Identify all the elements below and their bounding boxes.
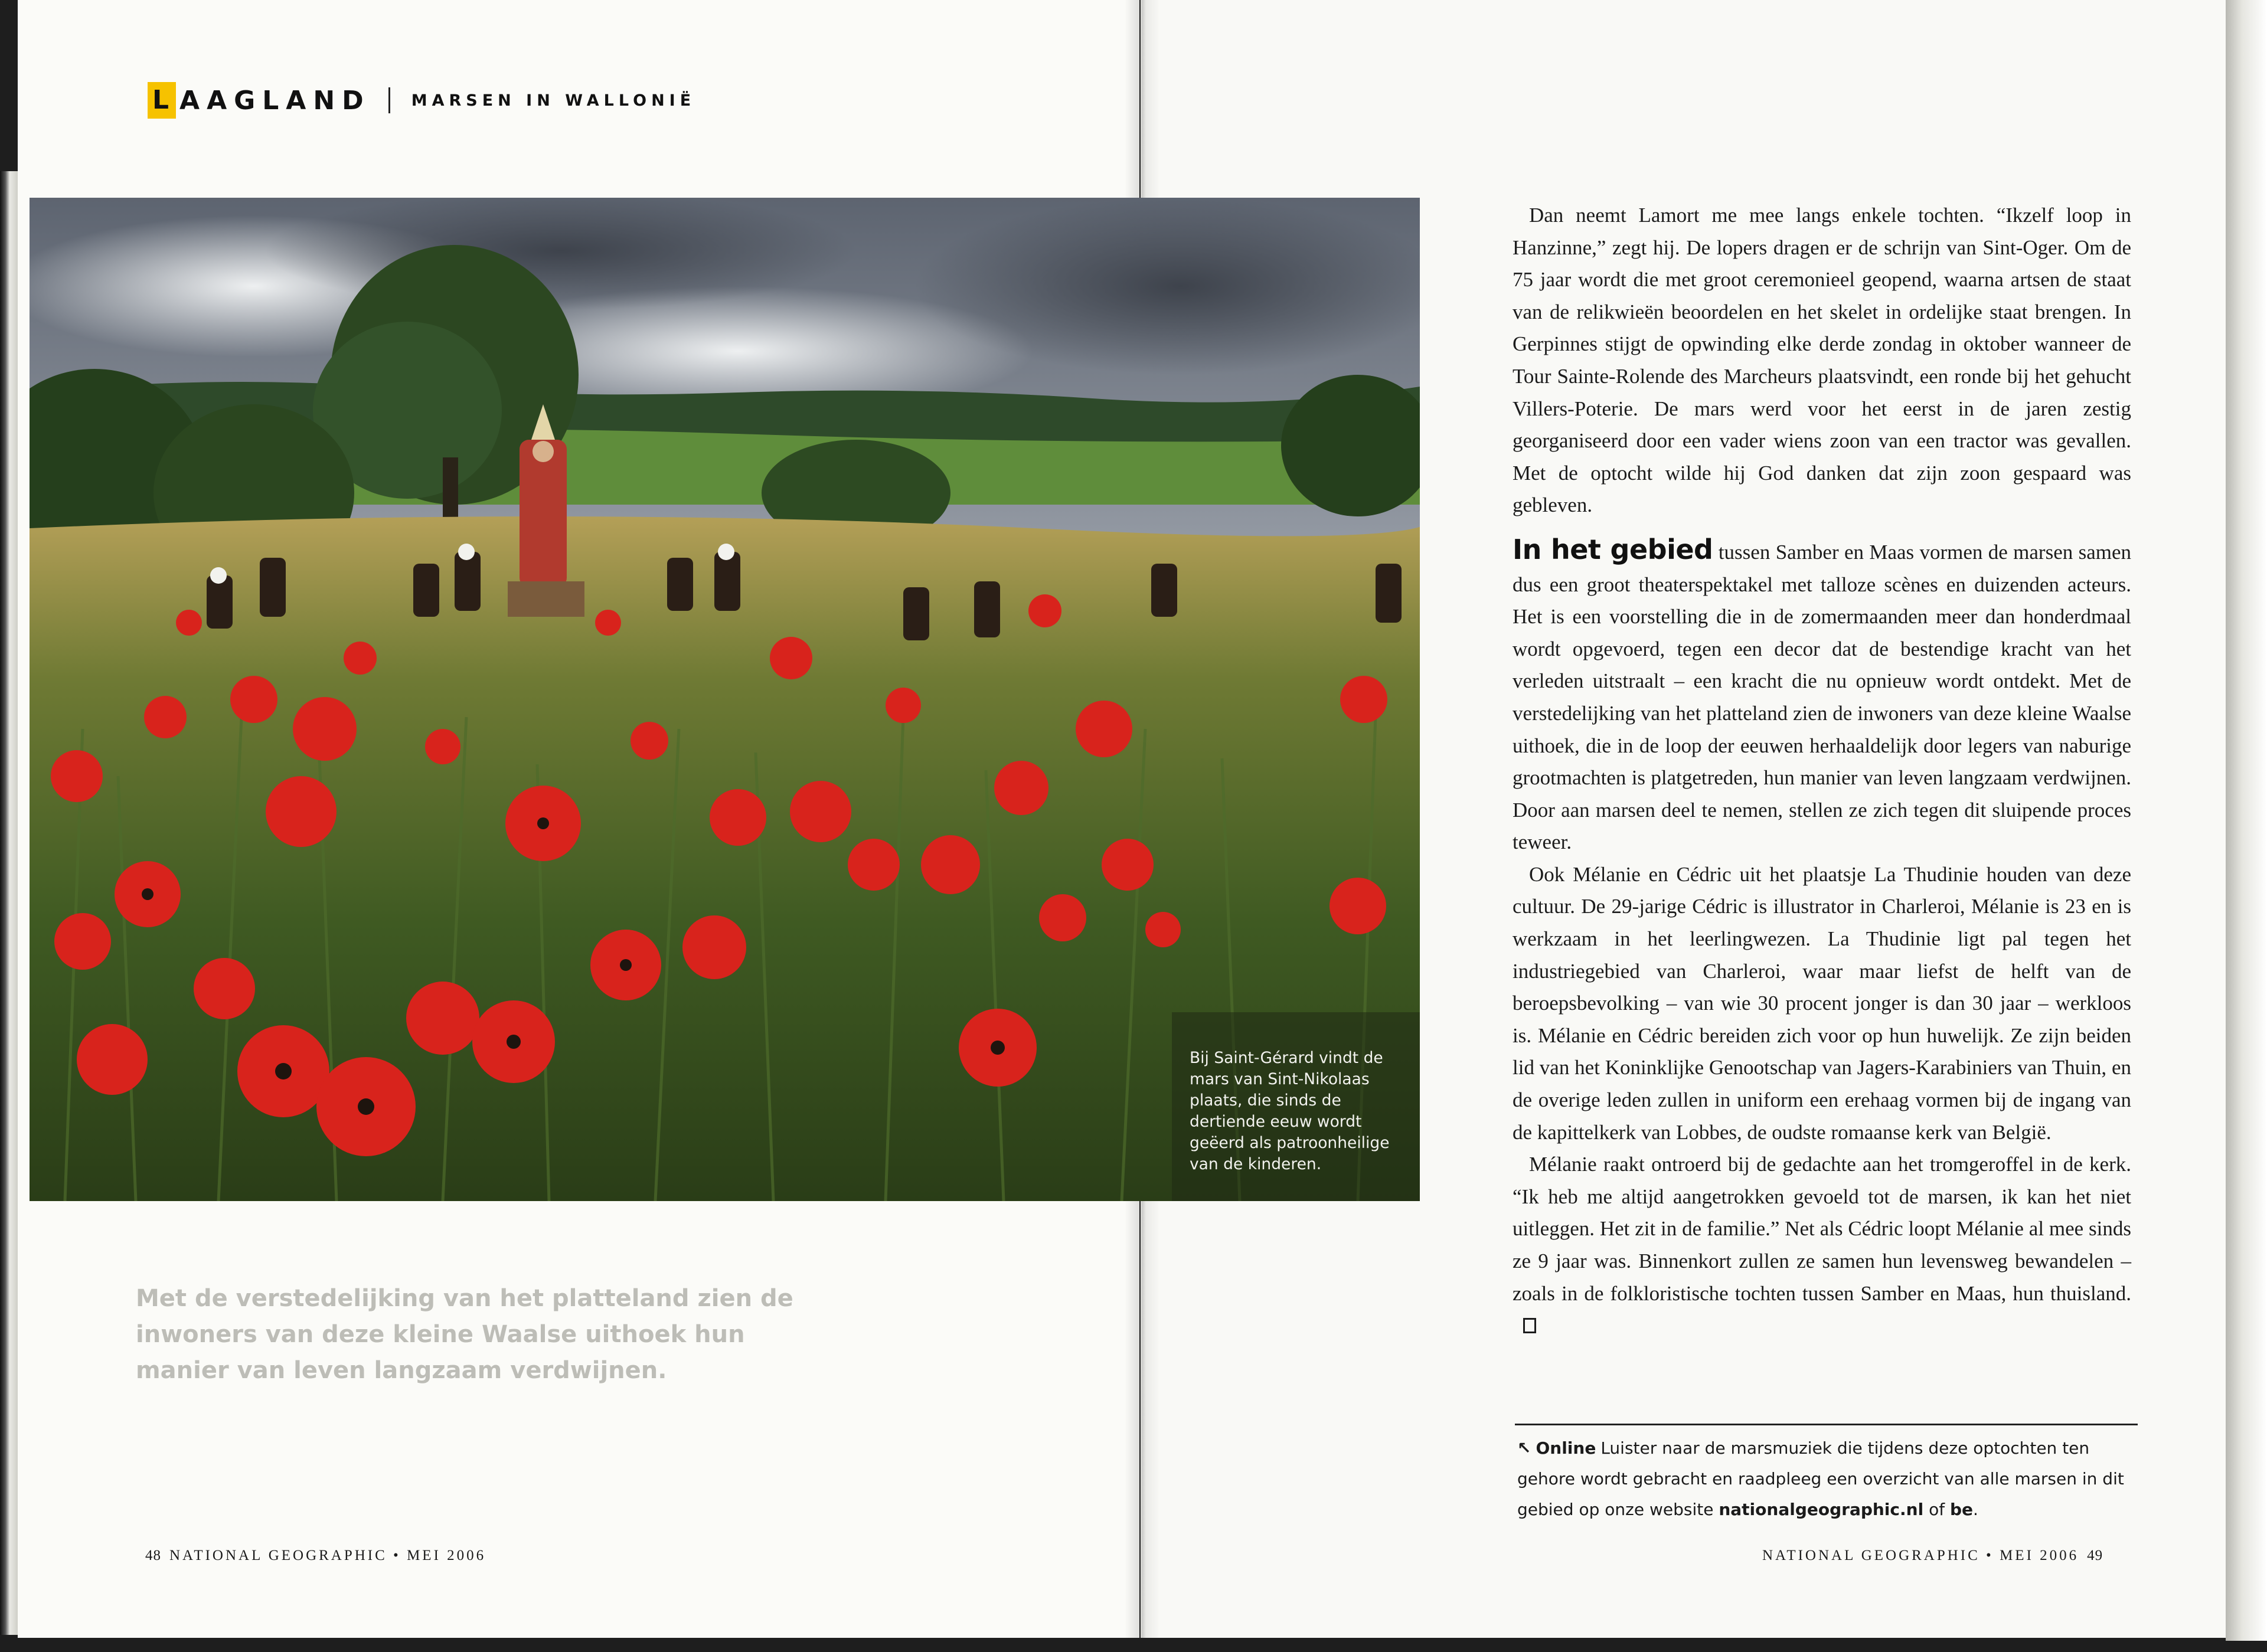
cursor-arrow-icon: ↖: [1517, 1438, 1531, 1458]
footer-right: [1762, 1548, 2111, 1564]
online-joiner: of: [1923, 1500, 1950, 1519]
section-subtitle: MARSEN IN WALLONIË: [411, 91, 696, 110]
page-number-left: 48: [145, 1548, 161, 1563]
online-label: Online: [1536, 1438, 1596, 1458]
online-box: [1517, 1433, 2131, 1525]
article-paragraph-1: Dan neemt Lamort me mee langs enkele tochten. “Ikzelf loop in Hanzinne,” zegt hij. De lopers dragen er de schrijn van Sint-Oger. Om de 75 jaar wordt die met groot ceremonieel geopend, waarna artsen de staat van de relikwieën beoordelen en het skelet in ordelijke staat brengen. In Gerpinnes stijgt de opwinding elke derde zondag in oktober wanneer de Tour Sainte-Rolende des Marcheurs plaatsvindt, een ronde bij het gehucht Villers-Poterie. De mars werd voor het eerst in de jaren zestig georganiseerd door een vader wiens zoon van een tractor was gevallen. Met de optocht wilde hij God danken dat zijn zoon gespaard was gebleven.: [1513, 204, 2131, 517]
paragraph-lead-in: In het gebied: [1513, 533, 1713, 565]
website-link-be[interactable]: be: [1949, 1500, 1974, 1519]
page-edge: [0, 171, 18, 1635]
footer-left-text: NATIONAL GEOGRAPHIC • MEI 2006: [169, 1548, 486, 1563]
paragraph-2-text: tussen Samber en Maas vormen de marsen samen dus een groot theaterspektakel met talloze scènes en duizenden acteurs. Het is een voorstelling die in de zomermaanden meer dan honderdmaal wordt opgevoerd, tegen een decor dat de bestendige kracht van het verleden uitstraalt – een kracht die nu opnieuw wordt ontdekt. Met de verstedelijking van het platteland zien de inwoners van deze kleine Waalse uithoek, die in de loop der eeuwen herhaaldelijk door legers van naburige grootmachten is platgetreden, hun manier van leven langzaam verdwijnen. Door aan marsen deel te nemen, stellen ze zich tegen dit sluipende proces teweer.: [1513, 540, 2131, 854]
article-paragraph-3: Ook Mélanie en Cédric uit het plaatsje La Thudinie houden van deze cultuur. De 29-jarige Cédric is illustrator in Charleroi, Mélanie is 23 en is werkzaam in het leerlingwezen. La Thudinie ligt pal tegen het industriegebied van Charleroi, waar maar liefst de helft van de beroepsbevolking – van wie 30 procent jonger is dan 30 jaar – werkloos is. Mélanie en Cédric bereiden zich voor op hun huwelijk. Ze zijn beiden lid van het Koninklijke Genootschap van Jagers-Karabiniers van Thuin, en de overige leden zullen in uniform een erehaag vormen bij de ingang van de kapittelkerk van Lobbes, de oudste romaanse kerk van België.: [1513, 862, 2131, 1144]
article-paragraph-4: [1513, 1149, 2131, 1342]
website-link[interactable]: nationalgeographic.nl: [1719, 1500, 1924, 1519]
online-text: Luister naar de marsmuziek die tijdens deze optochten ten gehore wordt gebracht en raadpleeg een overzicht van alle marsen in dit gebied op onze website: [1517, 1438, 2124, 1519]
online-rule: [1515, 1424, 2138, 1425]
header-divider: [388, 87, 390, 113]
article-paragraph-2: [1513, 534, 2131, 859]
section-initial: L: [148, 82, 176, 119]
footer-right-text: NATIONAL GEOGRAPHIC • MEI 2006: [1762, 1548, 2079, 1563]
section-header: [148, 81, 695, 119]
paragraph-4-text: Mélanie raakt ontroerd bij de gedachte aan het tromgeroffel in de kerk. “Ik heb me altijd aangetrokken gevoeld tot de marsen, ik kan het niet uitleggen. Het zit in de familie.” Net als Cédric loopt Mélanie al mee sinds ze 9 jaar was. Binnenkort zullen ze samen hun levensweg bewandelen – zoals in de folkloristische tochten tussen Samber en Maas, hun thuisland.: [1513, 1153, 2131, 1305]
online-end: .: [1973, 1500, 1978, 1519]
article-body: [1513, 199, 2131, 1342]
end-mark-icon: [1523, 1318, 1536, 1333]
page-edge-right: [2226, 0, 2267, 1641]
page-number-right: 49: [2087, 1548, 2103, 1563]
pull-quote: Met de verstedelijking van het platteland zien de inwoners van deze kleine Waalse uithoek hun manier van leven langzaam verdwijnen.: [136, 1285, 793, 1384]
footer-left: [137, 1548, 486, 1564]
section-title: AAGLAND: [179, 85, 371, 116]
photo-caption: Bij Saint-Gérard vindt de mars van Sint-Nikolaas plaats, die sinds de dertiende eeuw wordt geëerd als patroonheilige van de kinderen.: [1190, 1048, 1390, 1173]
